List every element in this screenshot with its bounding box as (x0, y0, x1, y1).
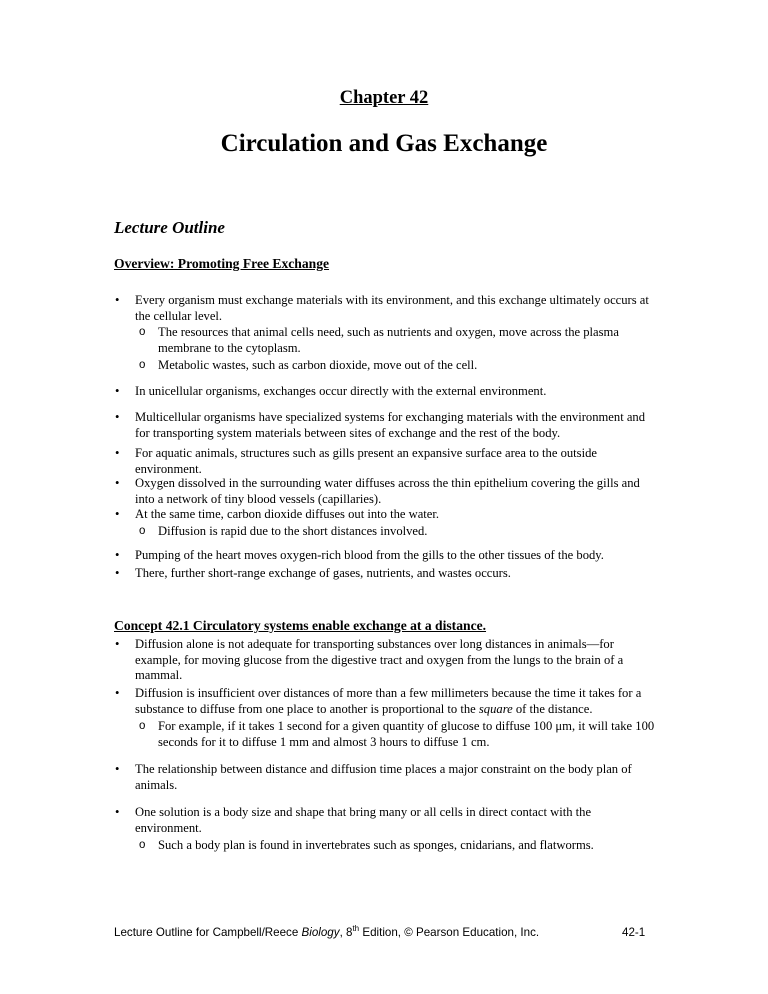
page-number: 42-1 (622, 926, 646, 939)
item-text: Diffusion is insufficient over distances of more than a few millimeters because the time it takes for a substance to diffuse from one place to another is proportional to the (135, 686, 642, 716)
lecture-outline-heading: Lecture Outline (114, 218, 225, 237)
list-item: • In unicellular organisms, exchanges occur directly with the external environment. (135, 384, 655, 400)
list-item: • Oxygen dissolved in the surrounding water diffuses across the thin epithelium covering the gills and into a network of tiny blood vessels (capillaries). (135, 476, 655, 507)
section-heading-overview: Overview: Promoting Free Exchange (114, 256, 330, 271)
chapter-number: Chapter 42 (339, 88, 429, 108)
list-item: • Multicellular organisms have specialized systems for exchanging materials with the environment and for transporting system materials between sites of exchange and the rest of the body. (135, 410, 655, 441)
list-item: o The resources that animal cells need, such as nutrients and oxygen, move across the plasma membrane to the cytoplasm. (158, 325, 658, 356)
list-item: • For aquatic animals, structures such as gills present an expansive surface area to the outside environment. (135, 446, 655, 477)
list-item: • One solution is a body size and shape that bring many or all cells in direct contact with the environment. (135, 805, 655, 836)
footer-citation: Lecture Outline for Campbell/Reece Biology, 8th Edition, © Pearson Education, Inc. (114, 924, 540, 939)
list-item: • Diffusion alone is not adequate for transporting substances over long distances in animals—for example, for moving glucose from the digestive tract and oxygen from the lungs to the brain of a mammal. (135, 637, 655, 684)
section-heading-concept-42-1: Concept 42.1 Circulatory systems enable exchange at a distance. (114, 618, 487, 633)
list-item: o Such a body plan is found in invertebrates such as sponges, cnidarians, and flatworms. (158, 838, 658, 854)
list-item: • There, further short-range exchange of gases, nutrients, and wastes occurs. (135, 566, 655, 582)
emphasis-text: square (478, 701, 513, 716)
list-item: • Every organism must exchange materials with its environment, and this exchange ultimately occurs at the cellular level. (135, 293, 655, 324)
item-text: of the distance. (512, 701, 593, 716)
list-item: • At the same time, carbon dioxide diffuses out into the water. (135, 507, 655, 523)
list-item: o Metabolic wastes, such as carbon dioxide, move out of the cell. (158, 358, 658, 374)
list-item: o Diffusion is rapid due to the short distances involved. (158, 524, 658, 540)
list-item: • The relationship between distance and diffusion time places a major constraint on the body plan of animals. (135, 762, 655, 793)
chapter-title: Circulation and Gas Exchange (220, 130, 548, 157)
list-item: o For example, if it takes 1 second for a given quantity of glucose to diffuse 100 μm, it will take 100 seconds for it to diffuse 1 mm and almost 3 hours to diffuse 1 cm. (158, 719, 658, 750)
book-title: Biology (301, 926, 340, 939)
list-item (135, 686, 655, 717)
list-item: • Pumping of the heart moves oxygen-rich blood from the gills to the other tissues of the body. (135, 548, 655, 564)
